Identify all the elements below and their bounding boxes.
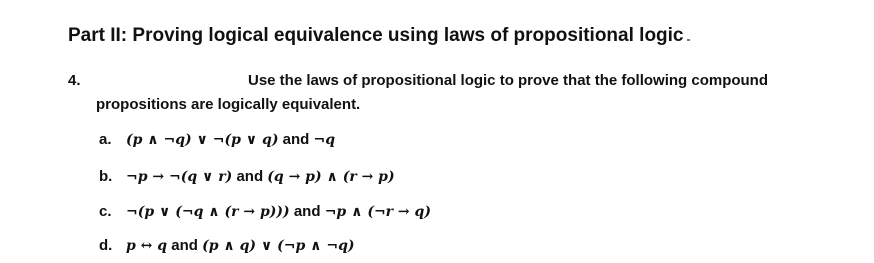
item-right-expression: ¬p ∧ (¬r → q) <box>324 204 431 220</box>
list-item-a <box>99 131 335 148</box>
section-title <box>68 25 690 47</box>
item-left-expression: (p ∧ ¬q) ∨ ¬(p ∨ q) <box>126 132 279 148</box>
item-right-expression: ¬q <box>313 132 336 148</box>
item-connective: and <box>171 237 198 254</box>
item-connective: and <box>282 131 310 148</box>
item-connective: and <box>293 203 321 220</box>
item-label: b. <box>99 168 113 185</box>
list-item-c <box>99 203 431 220</box>
item-label: d. <box>99 237 113 254</box>
item-right-expression: (q → p) ∧ (r → p) <box>267 169 395 185</box>
title-trailing-mark <box>687 39 690 41</box>
section-title-text: Part II: Proving logical equivalence using laws of propositional logic <box>68 25 684 46</box>
item-left-expression: ¬(p ∨ (¬q ∧ (r → p))) <box>126 204 290 220</box>
list-item-d <box>99 237 355 254</box>
question-instruction-line1: Use the laws of propositional logic to prove that the following compound <box>248 72 769 89</box>
item-label: a. <box>99 131 112 148</box>
item-connective: and <box>236 168 264 185</box>
question-number: 4. <box>68 72 81 89</box>
item-right-expression: (p ∧ q) ∨ (¬p ∧ ¬q) <box>202 238 355 254</box>
item-label: c. <box>99 203 112 220</box>
item-left-expression: p ↔ q <box>126 238 168 254</box>
item-left-expression: ¬p → ¬(q ∨ r) <box>126 169 233 185</box>
list-item-b <box>99 168 395 185</box>
question-instruction-line2: propositions are logically equivalent. <box>96 96 361 113</box>
